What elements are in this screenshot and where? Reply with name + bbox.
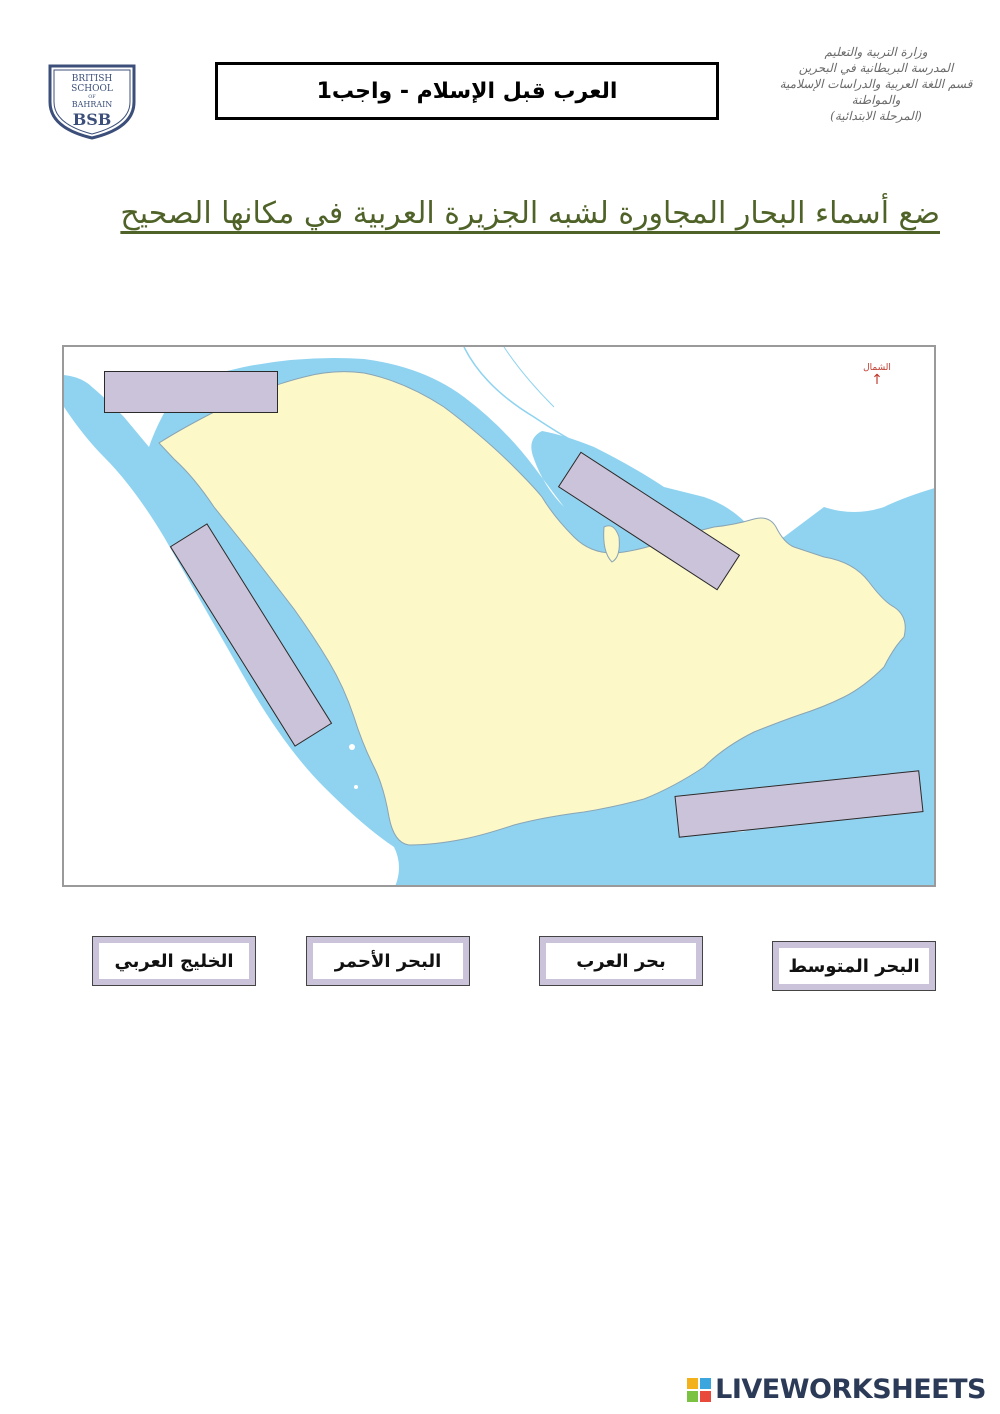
word-chip-arabian-gulf[interactable]	[92, 936, 256, 986]
liveworksheets-logo-icon	[687, 1378, 711, 1402]
word-chip-arabian-sea[interactable]	[539, 936, 703, 986]
logo-line-2: SCHOOL	[71, 84, 113, 94]
brand-name: LIVEWORKSHEETS	[715, 1374, 986, 1405]
arabian-peninsula-map	[62, 345, 936, 887]
school-crest-icon	[44, 62, 140, 140]
ministry-line-2: المدرسة البريطانية في البحرين	[798, 61, 954, 75]
logo-line-3: OF	[88, 94, 96, 100]
word-chip-label: الخليج العربي	[99, 943, 249, 979]
page-title: العرب قبل الإسلام - واجب1	[215, 62, 719, 120]
ministry-line-1: وزارة التربية والتعليم	[824, 45, 928, 59]
word-chip-label: البحر الأحمر	[313, 943, 463, 979]
north-arrow-icon: ↑	[871, 372, 883, 388]
logo-line-1: BRITISH	[71, 74, 113, 84]
logo-line-4: BAHRAIN	[71, 100, 113, 109]
north-indicator	[852, 363, 902, 387]
word-chip-label: بحر العرب	[546, 943, 696, 979]
drop-zone-mediterranean[interactable]	[104, 371, 278, 413]
ministry-line-4: (المرحلة الابتدائية)	[830, 109, 922, 123]
school-logo	[44, 62, 140, 140]
ministry-line-3: قسم اللغة العربية والدراسات الإسلامية والمواطنة	[779, 77, 973, 107]
word-chip-red-sea[interactable]	[306, 936, 470, 986]
instruction-text: ضع أسماء البحار المجاورة لشبه الجزيرة العربية في مكانها الصحيح	[120, 196, 940, 231]
word-chip-mediterranean[interactable]	[772, 941, 936, 991]
liveworksheets-brand[interactable]	[687, 1374, 986, 1405]
ministry-header	[766, 44, 986, 124]
north-label: الشمال	[863, 363, 891, 373]
word-chip-label: البحر المتوسط	[779, 948, 929, 984]
logo-monogram: BSB	[72, 110, 112, 129]
